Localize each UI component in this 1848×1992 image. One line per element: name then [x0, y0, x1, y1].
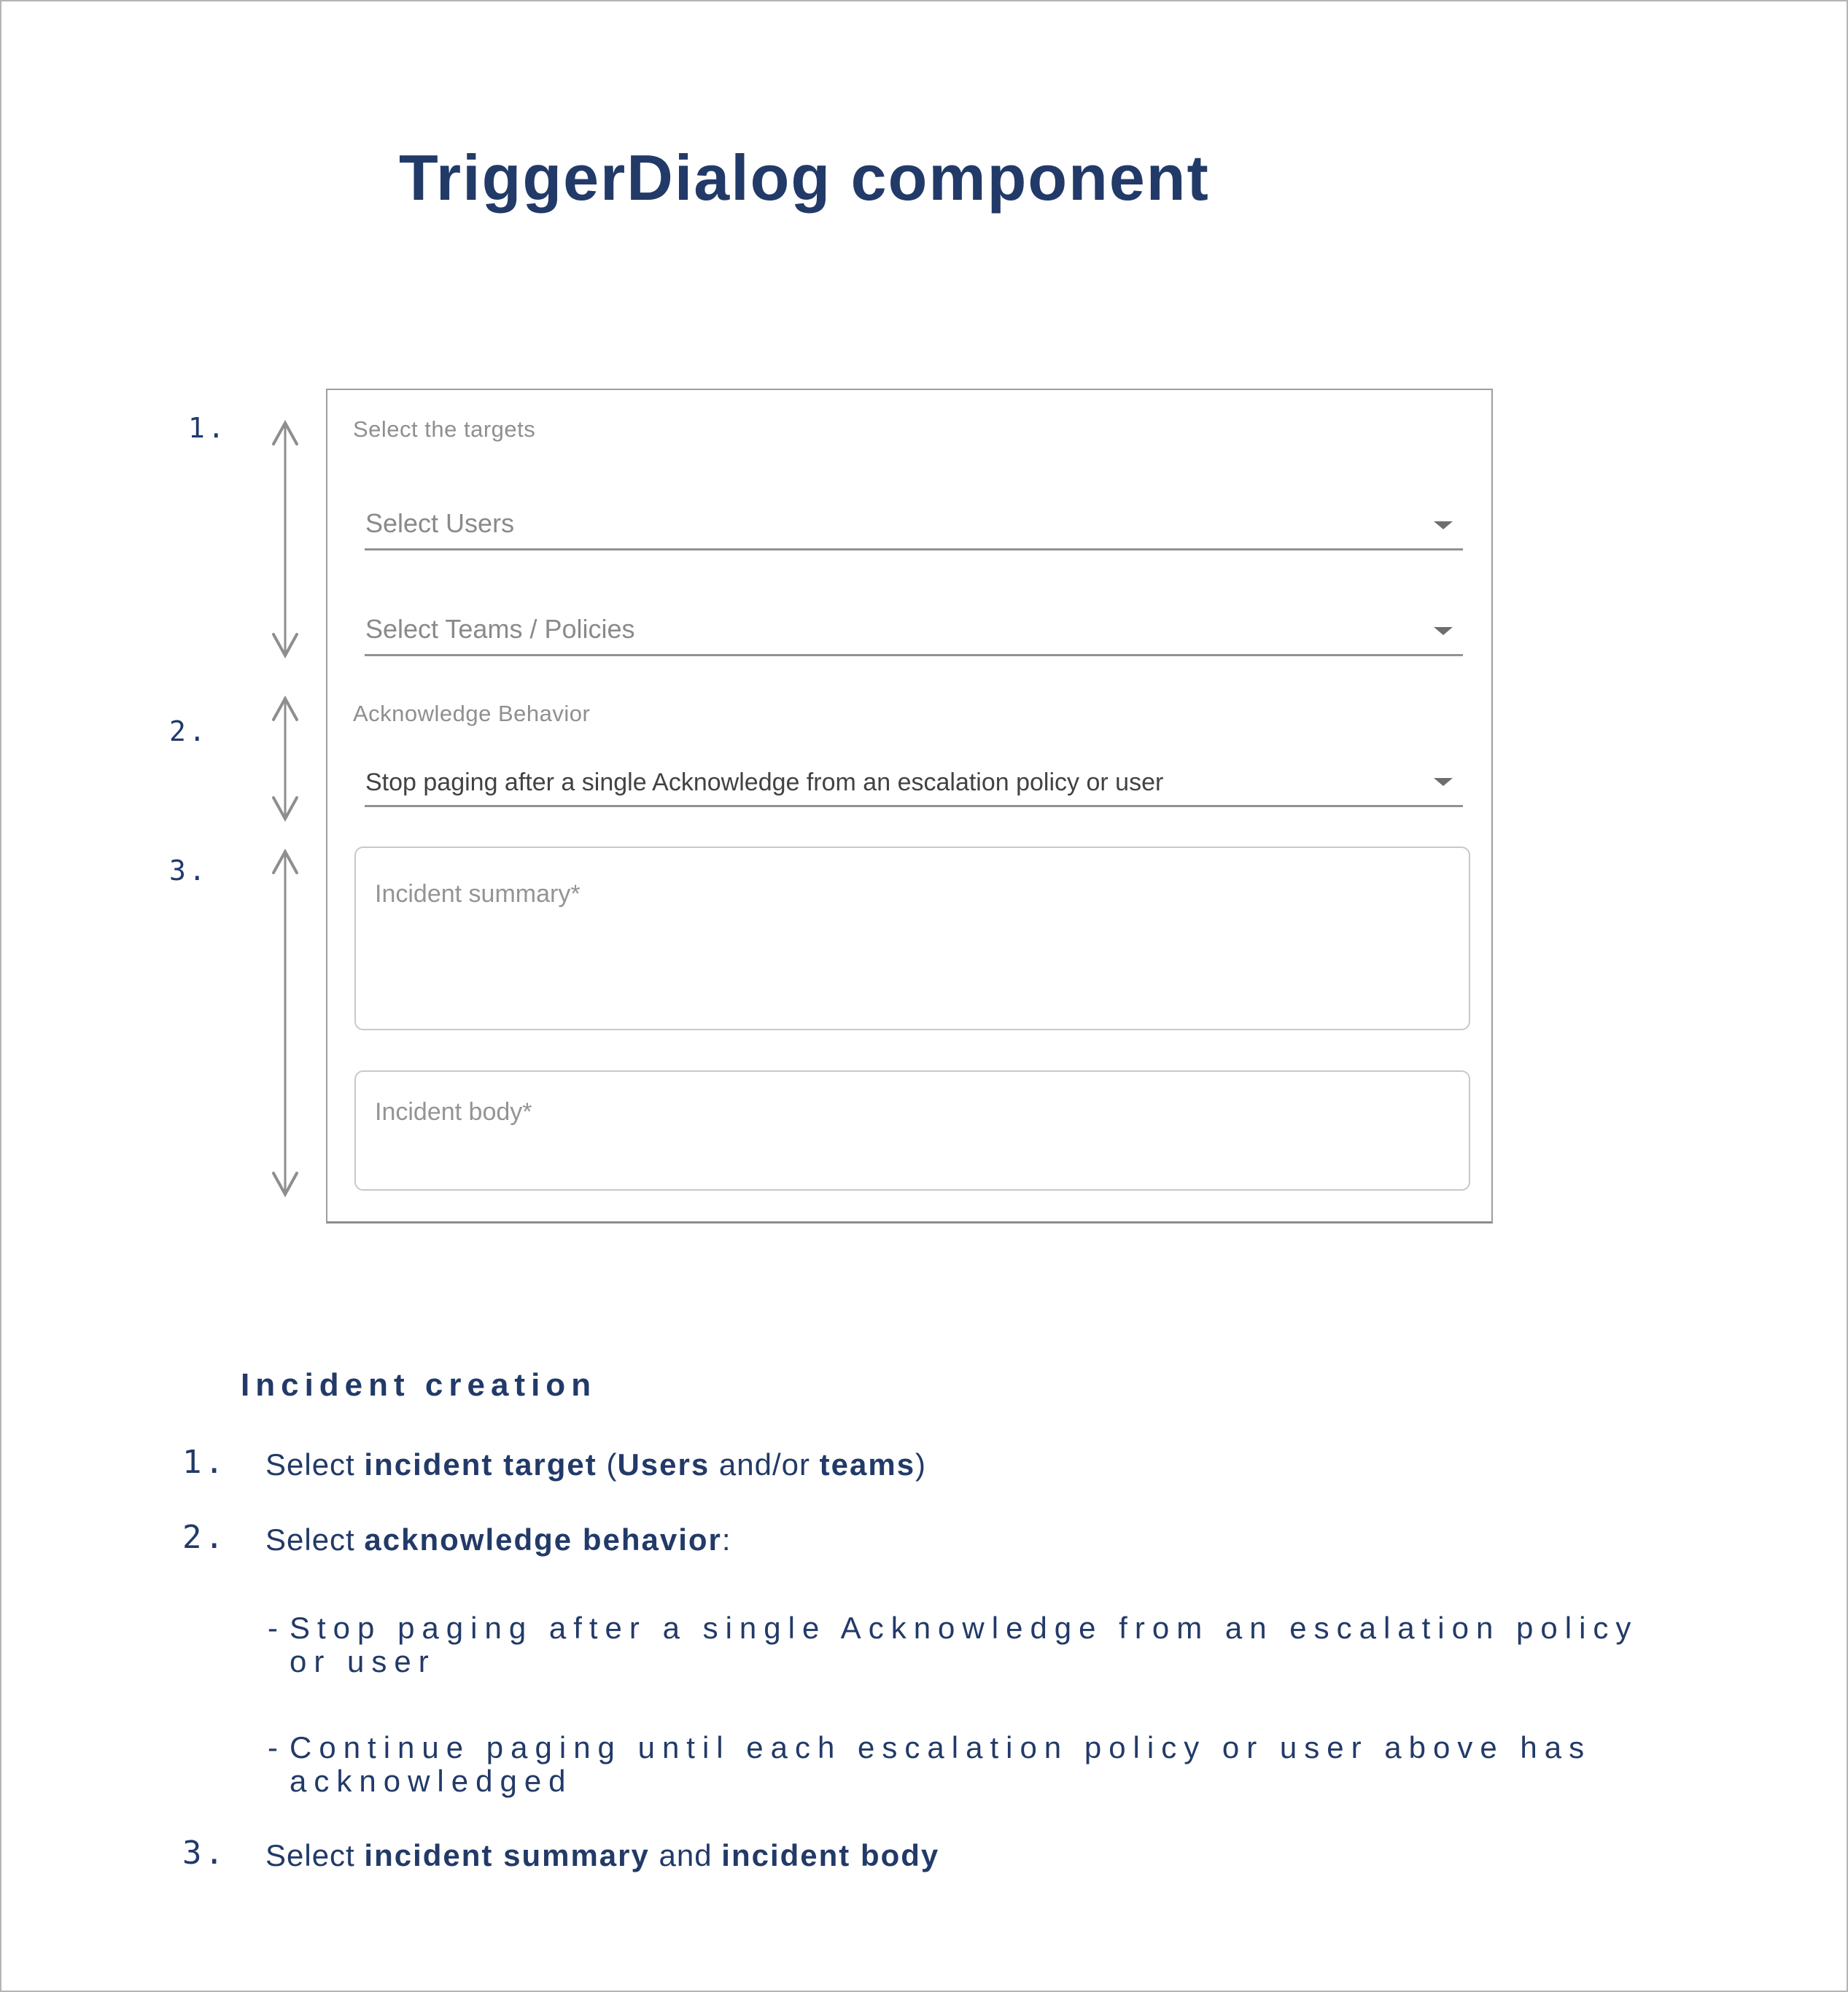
- step-marker-1: 1.: [188, 412, 228, 444]
- section-2-arrow-icon: [273, 699, 297, 819]
- note-item-3: [182, 1835, 940, 1872]
- acknowledge-behavior-value: Stop paging after a single Acknowledge from an escalation policy or user: [365, 769, 1164, 796]
- note-item-text: Select incident summary and incident body: [265, 1838, 940, 1872]
- acknowledge-behavior-label: Acknowledge Behavior: [353, 701, 591, 726]
- note-sub-bullet-text: Stop paging after a single Acknowledge from an escalation policy or user: [290, 1611, 1639, 1678]
- note-sub-bullet-2: [268, 1731, 1591, 1798]
- dropdown-caret-icon: [1434, 778, 1453, 786]
- page-title: TriggerDialog component: [399, 141, 1210, 214]
- notes-heading: Incident creation: [241, 1367, 597, 1403]
- targets-section-label: Select the targets: [353, 416, 536, 442]
- bullet-dash: -: [268, 1730, 278, 1765]
- select-users-placeholder: Select Users: [365, 508, 515, 538]
- note-item-text: Select acknowledge behavior:: [265, 1522, 731, 1557]
- note-item-2: [182, 1519, 731, 1557]
- select-teams-policies-field[interactable]: [365, 605, 1463, 656]
- section-1-arrow-icon: [273, 423, 297, 655]
- incident-body-placeholder: Incident body*: [375, 1098, 532, 1126]
- note-item-number: 2.: [182, 1519, 227, 1556]
- bullet-dash: -: [268, 1611, 278, 1645]
- select-users-field[interactable]: [365, 499, 1463, 550]
- note-item-text: Select incident target (Users and/or teams): [265, 1447, 927, 1482]
- incident-body-textarea[interactable]: [354, 1070, 1470, 1191]
- section-extent-arrows: [263, 410, 308, 1205]
- note-item-number: 1.: [182, 1444, 227, 1481]
- step-marker-3: 3.: [169, 855, 209, 887]
- note-item-number: 3.: [182, 1835, 227, 1872]
- note-sub-bullet-1: [268, 1611, 1638, 1678]
- select-teams-policies-placeholder: Select Teams / Policies: [365, 614, 635, 644]
- incident-summary-textarea[interactable]: [354, 847, 1470, 1030]
- incident-summary-placeholder: Incident summary*: [375, 880, 581, 908]
- section-3-arrow-icon: [273, 852, 297, 1194]
- note-sub-bullet-text: Continue paging until each escalation policy or user above has acknowledged: [290, 1730, 1592, 1798]
- trigger-dialog: [326, 389, 1493, 1223]
- acknowledge-behavior-select[interactable]: [365, 756, 1463, 807]
- dropdown-caret-icon: [1434, 521, 1453, 529]
- step-marker-2: 2.: [169, 715, 209, 747]
- note-item-1: [182, 1444, 927, 1482]
- dropdown-caret-icon: [1434, 627, 1453, 635]
